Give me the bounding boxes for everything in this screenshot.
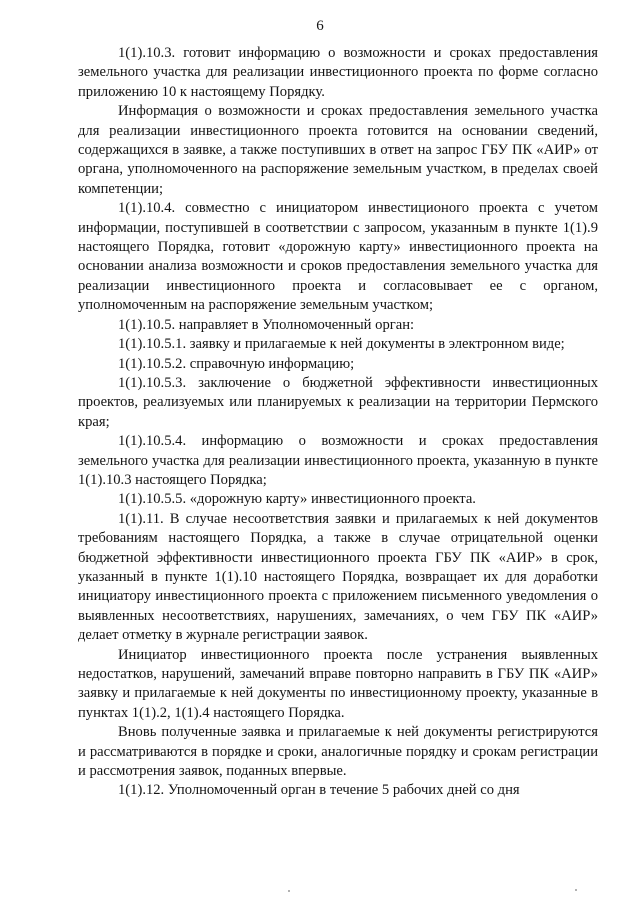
paragraph-1-1-10-5-1: 1(1).10.5.1. заявку и прилагаемые к ней документы в электронном виде;: [118, 336, 565, 353]
paragraph-land-info: Информация о возможности и сроках предоставления земельного участка для реализации инвестиционного проекта готовится на основании сведений, содержащихся в заявке, а также поступивших в ответ на запрос ГБУ ПК «АИР» от органа, уполномоченного на распоряжение земельным участком, в пределах своей компетенции;: [78, 103, 598, 197]
page-number: 6: [316, 18, 324, 34]
document-body: [78, 44, 598, 801]
paragraph-1-1-10-5: 1(1).10.5. направляет в Уполномоченный орган:: [118, 316, 415, 333]
scan-speck: [288, 890, 290, 892]
paragraph-1-1-11: 1(1).11. В случае несоответствия заявки и прилагаемых к ней документов требованиям настоящего Порядка, а также в случае отрицательной оценки бюджетной эффективности инвестиционного проекта ГБУ ПК «АИР» в срок, указанный в пункте 1(1).10 настоящего Порядка, возвращает их для доработки инициатору инвестиционного проекта с приложением письменного уведомления о выявленных несоответствиях, нарушениях, замечаниях, о чем ГБУ ПК «АИР» делает отметку в журнале регистрации заявок.: [78, 510, 598, 644]
paragraph-1-1-10-5-3: 1(1).10.5.3. заключение о бюджетной эффективности инвестиционных проектов, реализуемых или планируемых к реализации на территории Пермского края;: [78, 374, 598, 430]
paragraph-1-1-10-5-2: 1(1).10.5.2. справочную информацию;: [118, 355, 355, 372]
scan-speck: [575, 889, 577, 891]
paragraph-1-1-12: 1(1).12. Уполномоченный орган в течение 5 рабочих дней со дня: [118, 782, 520, 799]
paragraph-initiator-resubmit: Инициатор инвестиционного проекта после устранения выявленных недостатков, нарушений, замечаний вправе повторно направить в ГБУ ПК «АИР» заявку и прилагаемые к ней документы по инвестиционному проекту, указанные в пунктах 1(1).2, 1(1).4 настоящего Порядка.: [78, 646, 598, 721]
paragraph-new-registration: Вновь полученные заявка и прилагаемые к ней документы регистрируются и рассматриваются в порядке и сроки, аналогичные порядку и срокам регистрации и рассмотрения заявок, поданных впервые.: [78, 724, 598, 780]
paragraph-1-1-10-4: 1(1).10.4. совместно с инициатором инвестиционого проекта с учетом информации, поступившей в соответствии с запросом, указанным в пункте 1(1).9 настоящего Порядка, готовит «дорожную карту» инвестиционного проекта на основании анализа возможности и сроков предоставления земельного участка для реализации инвестиционного проекта и согласовывает ее с органом, уполномоченным на распоряжение земельным участком;: [78, 200, 598, 314]
paragraph-1-1-10-3: 1(1).10.3. готовит информацию о возможности и сроках предоставления земельного участка для реализации инвестиционного проекта по форме согласно приложению 10 к настоящему Порядку.: [78, 45, 598, 100]
paragraph-1-1-10-5-5: 1(1).10.5.5. «дорожную карту» инвестиционного проекта.: [118, 491, 476, 508]
paragraph-1-1-10-5-4: 1(1).10.5.4. информацию о возможности и сроках предоставления земельного участка для реализации инвестиционного проекта, указанную в пункте 1(1).10.3 настоящего Порядка;: [78, 433, 598, 488]
